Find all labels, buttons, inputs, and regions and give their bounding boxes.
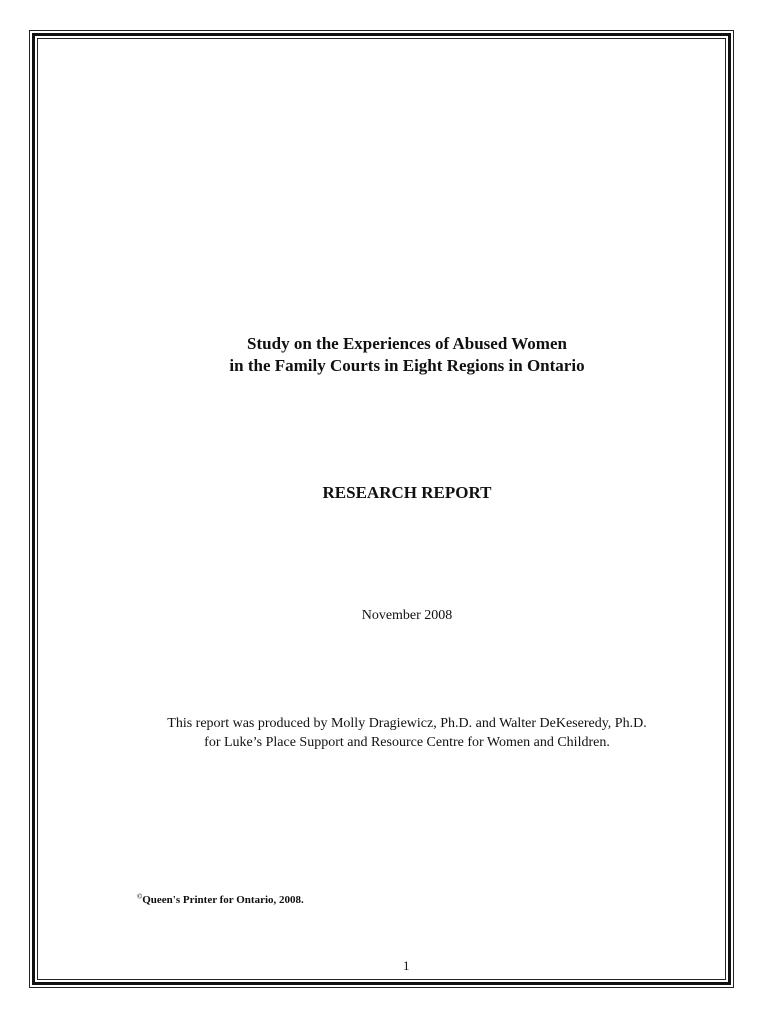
page-number: 1 <box>403 958 410 973</box>
author-credits-line-2: for Luke’s Place Support and Resource Centre for Women and Children. <box>204 735 610 750</box>
report-type-text: RESEARCH REPORT <box>322 483 492 502</box>
copyright-notice <box>137 893 304 907</box>
publication-date <box>0 607 770 625</box>
document-title <box>0 333 770 377</box>
author-credits-line-1: This report was produced by Molly Dragiewicz, Ph.D. and Walter DeKeseredy, Ph.D. <box>167 716 647 731</box>
copyright-text: Queen's Printer for Ontario, 2008. <box>142 894 304 906</box>
document-title-line-1: Study on the Experiences of Abused Women <box>247 334 567 353</box>
copyright-symbol: © <box>137 892 143 901</box>
document-title-line-2: in the Family Courts in Eight Regions in Ontario <box>229 356 585 375</box>
publication-date-text: November 2008 <box>361 608 453 623</box>
page-border-inner <box>37 38 726 980</box>
author-credits <box>0 714 770 752</box>
report-type-heading <box>0 482 770 504</box>
